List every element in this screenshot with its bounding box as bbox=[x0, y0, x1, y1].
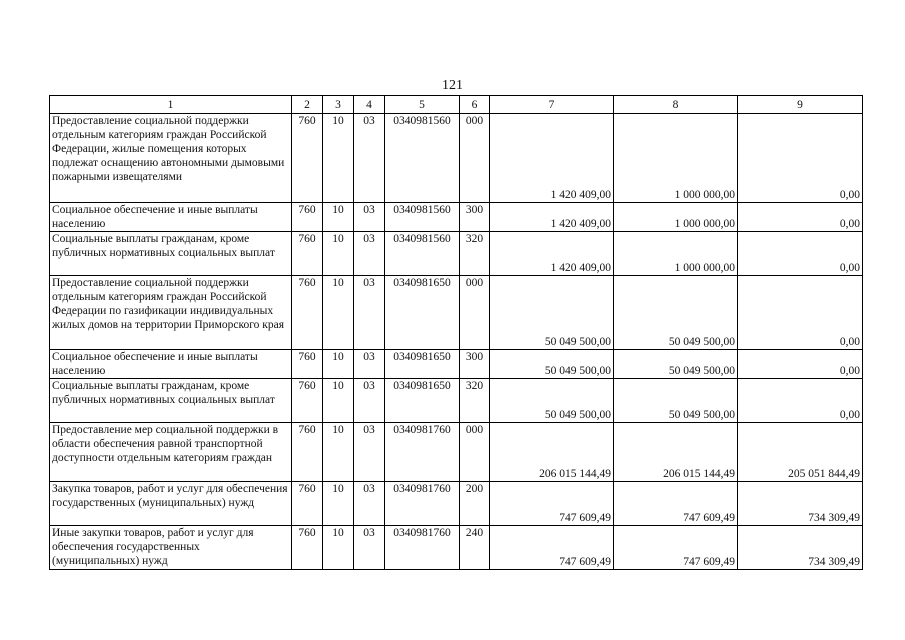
amount-cell: 734 309,49 bbox=[738, 482, 863, 526]
code-cell: 03 bbox=[354, 232, 385, 276]
table-row bbox=[50, 203, 863, 232]
code-cell: 10 bbox=[323, 203, 354, 232]
code-cell: 320 bbox=[460, 232, 490, 276]
code-cell: 000 bbox=[460, 423, 490, 482]
column-header: 6 bbox=[460, 96, 490, 114]
code-cell: 0340981650 bbox=[385, 350, 460, 379]
code-cell: 0340981760 bbox=[385, 423, 460, 482]
amount-cell: 1 420 409,00 bbox=[490, 232, 614, 276]
row-name: Иные закупки товаров, работ и услуг для обеспечения государственных (муниципальных) нужд bbox=[50, 526, 292, 570]
code-cell: 03 bbox=[354, 114, 385, 203]
table-row bbox=[50, 526, 863, 570]
code-cell: 760 bbox=[292, 379, 323, 423]
column-header: 9 bbox=[738, 96, 863, 114]
row-name: Социальные выплаты гражданам, кроме публичных нормативных социальных выплат bbox=[50, 232, 292, 276]
code-cell: 0340981560 bbox=[385, 232, 460, 276]
code-cell: 760 bbox=[292, 350, 323, 379]
amount-cell: 0,00 bbox=[738, 203, 863, 232]
table-row bbox=[50, 482, 863, 526]
code-cell: 03 bbox=[354, 379, 385, 423]
code-cell: 10 bbox=[323, 379, 354, 423]
column-header: 4 bbox=[354, 96, 385, 114]
code-cell: 0340981650 bbox=[385, 276, 460, 350]
amount-cell: 734 309,49 bbox=[738, 526, 863, 570]
amount-cell: 1 420 409,00 bbox=[490, 203, 614, 232]
amount-cell: 0,00 bbox=[738, 350, 863, 379]
code-cell: 03 bbox=[354, 350, 385, 379]
amount-cell: 50 049 500,00 bbox=[490, 379, 614, 423]
code-cell: 03 bbox=[354, 203, 385, 232]
table-row bbox=[50, 232, 863, 276]
amount-cell: 1 420 409,00 bbox=[490, 114, 614, 203]
table-row bbox=[50, 276, 863, 350]
code-cell: 760 bbox=[292, 232, 323, 276]
table-row bbox=[50, 379, 863, 423]
code-cell: 320 bbox=[460, 379, 490, 423]
amount-cell: 747 609,49 bbox=[490, 482, 614, 526]
code-cell: 0340981560 bbox=[385, 203, 460, 232]
amount-cell: 206 015 144,49 bbox=[614, 423, 738, 482]
code-cell: 760 bbox=[292, 482, 323, 526]
code-cell: 300 bbox=[460, 203, 490, 232]
amount-cell: 50 049 500,00 bbox=[490, 350, 614, 379]
code-cell: 000 bbox=[460, 276, 490, 350]
row-name: Предоставление социальной поддержки отдельным категориям граждан Российской Федерации, жилые помещения которых подлежат оснащению автономными дымовыми пожарными извещателями bbox=[50, 114, 292, 203]
code-cell: 000 bbox=[460, 114, 490, 203]
header-row bbox=[50, 96, 863, 114]
column-header: 8 bbox=[614, 96, 738, 114]
code-cell: 10 bbox=[323, 232, 354, 276]
code-cell: 200 bbox=[460, 482, 490, 526]
code-cell: 03 bbox=[354, 526, 385, 570]
table-row bbox=[50, 114, 863, 203]
column-header: 7 bbox=[490, 96, 614, 114]
amount-cell: 0,00 bbox=[738, 114, 863, 203]
amount-cell: 747 609,49 bbox=[614, 482, 738, 526]
code-cell: 10 bbox=[323, 114, 354, 203]
amount-cell: 50 049 500,00 bbox=[614, 350, 738, 379]
table-row bbox=[50, 423, 863, 482]
code-cell: 760 bbox=[292, 526, 323, 570]
amount-cell: 205 051 844,49 bbox=[738, 423, 863, 482]
code-cell: 0340981650 bbox=[385, 379, 460, 423]
row-name: Социальное обеспечение и иные выплаты населению bbox=[50, 350, 292, 379]
budget-table bbox=[49, 95, 863, 570]
row-name: Предоставление мер социальной поддержки в области обеспечения равной транспортной доступности отдельным категориям граждан bbox=[50, 423, 292, 482]
amount-cell: 1 000 000,00 bbox=[614, 232, 738, 276]
code-cell: 03 bbox=[354, 276, 385, 350]
code-cell: 03 bbox=[354, 423, 385, 482]
code-cell: 03 bbox=[354, 482, 385, 526]
column-header: 1 bbox=[50, 96, 292, 114]
column-header: 3 bbox=[323, 96, 354, 114]
amount-cell: 50 049 500,00 bbox=[614, 379, 738, 423]
code-cell: 0340981760 bbox=[385, 482, 460, 526]
code-cell: 0340981560 bbox=[385, 114, 460, 203]
code-cell: 760 bbox=[292, 423, 323, 482]
amount-cell: 747 609,49 bbox=[490, 526, 614, 570]
row-name: Социальное обеспечение и иные выплаты населению bbox=[50, 203, 292, 232]
code-cell: 300 bbox=[460, 350, 490, 379]
amount-cell: 747 609,49 bbox=[614, 526, 738, 570]
code-cell: 760 bbox=[292, 276, 323, 350]
amount-cell: 1 000 000,00 bbox=[614, 203, 738, 232]
code-cell: 10 bbox=[323, 350, 354, 379]
amount-cell: 206 015 144,49 bbox=[490, 423, 614, 482]
code-cell: 10 bbox=[323, 482, 354, 526]
amount-cell: 1 000 000,00 bbox=[614, 114, 738, 203]
code-cell: 760 bbox=[292, 114, 323, 203]
row-name: Предоставление социальной поддержки отдельным категориям граждан Российской Федерации по газификации индивидуальных жилых домов на территории Приморского края bbox=[50, 276, 292, 350]
amount-cell: 50 049 500,00 bbox=[614, 276, 738, 350]
table-row bbox=[50, 350, 863, 379]
code-cell: 0340981760 bbox=[385, 526, 460, 570]
code-cell: 10 bbox=[323, 276, 354, 350]
column-header: 2 bbox=[292, 96, 323, 114]
column-header: 5 bbox=[385, 96, 460, 114]
amount-cell: 0,00 bbox=[738, 276, 863, 350]
row-name: Закупка товаров, работ и услуг для обеспечения государственных (муниципальных) нужд bbox=[50, 482, 292, 526]
page-number: 121 bbox=[442, 78, 463, 93]
code-cell: 10 bbox=[323, 526, 354, 570]
code-cell: 760 bbox=[292, 203, 323, 232]
code-cell: 240 bbox=[460, 526, 490, 570]
amount-cell: 0,00 bbox=[738, 232, 863, 276]
amount-cell: 50 049 500,00 bbox=[490, 276, 614, 350]
code-cell: 10 bbox=[323, 423, 354, 482]
row-name: Социальные выплаты гражданам, кроме публичных нормативных социальных выплат bbox=[50, 379, 292, 423]
amount-cell: 0,00 bbox=[738, 379, 863, 423]
